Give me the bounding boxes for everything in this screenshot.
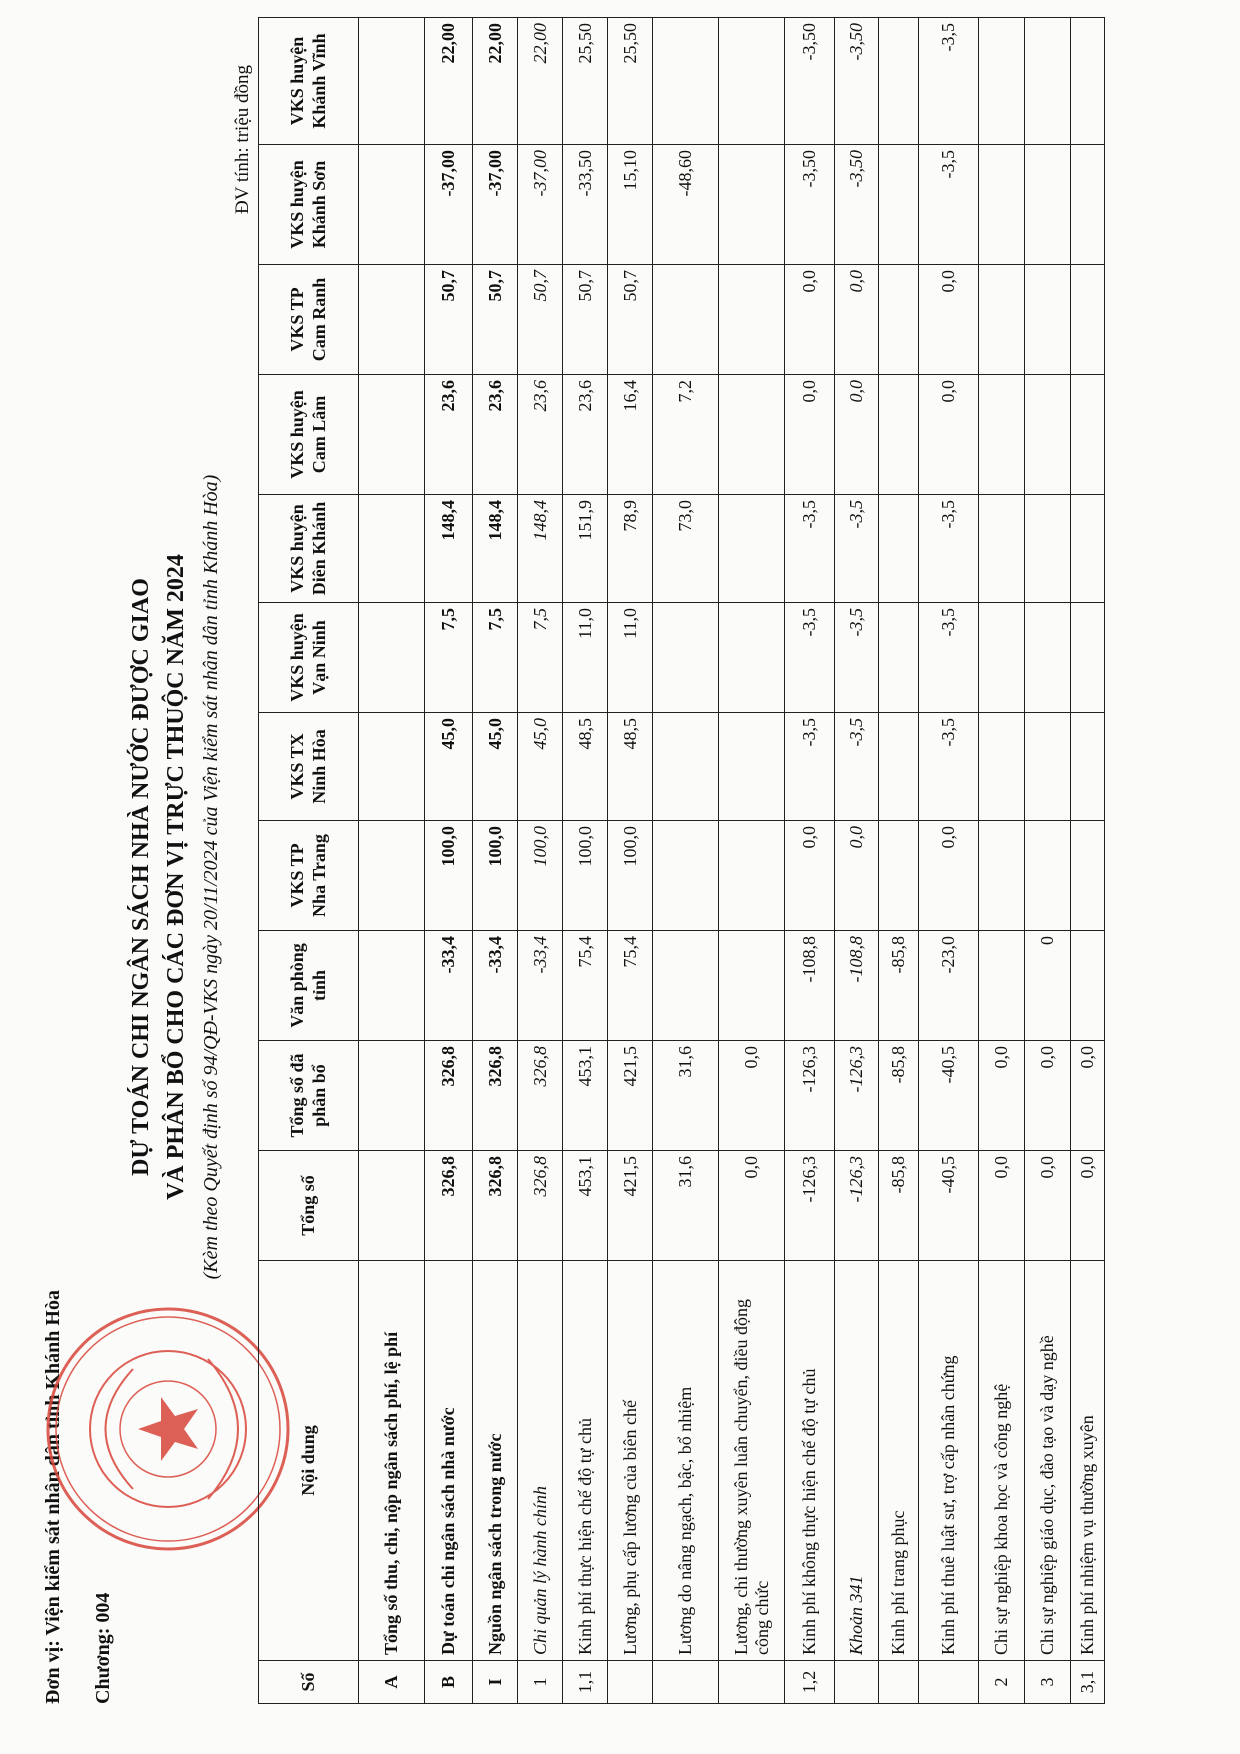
table-cell bbox=[879, 495, 919, 603]
table-cell: 0,0 bbox=[785, 821, 835, 931]
table-cell: -108,8 bbox=[835, 931, 879, 1041]
column-header: VKS TP Nha Trang bbox=[259, 821, 359, 931]
table-cell: 7,5 bbox=[473, 603, 518, 713]
table-cell: 421,5 bbox=[608, 1041, 653, 1151]
row-number: B bbox=[425, 1661, 473, 1704]
table-row bbox=[518, 18, 563, 1704]
column-header: VKS huyện Diên Khánh bbox=[259, 495, 359, 603]
table-cell: 148,4 bbox=[425, 495, 473, 603]
row-number: 1,1 bbox=[563, 1661, 608, 1704]
table-cell: 0,0 bbox=[979, 1041, 1025, 1151]
table-cell: 25,50 bbox=[563, 18, 608, 145]
table-row bbox=[919, 18, 979, 1704]
table-cell bbox=[1071, 931, 1105, 1041]
table-row bbox=[1071, 18, 1105, 1704]
table-cell bbox=[653, 821, 719, 931]
column-header: VKS huyện Khánh Sơn bbox=[259, 145, 359, 265]
table-cell: 50,7 bbox=[425, 265, 473, 375]
table-cell: 31,6 bbox=[653, 1041, 719, 1151]
table-cell: 78,9 bbox=[608, 495, 653, 603]
table-cell: -3,5 bbox=[785, 495, 835, 603]
table-cell bbox=[1025, 713, 1071, 821]
table-cell: -3,50 bbox=[835, 18, 879, 145]
row-label: Kinh phí thuê luật sư, trợ cấp nhân chứng bbox=[919, 1261, 979, 1661]
table-cell: 7,2 bbox=[653, 375, 719, 495]
table-cell: 100,0 bbox=[425, 821, 473, 931]
table-cell: 326,8 bbox=[473, 1151, 518, 1261]
table-cell: -23,0 bbox=[919, 931, 979, 1041]
table-cell: 151,9 bbox=[563, 495, 608, 603]
table-cell bbox=[1071, 265, 1105, 375]
row-label: Chi sự nghiệp khoa học và công nghệ bbox=[979, 1261, 1025, 1661]
table-cell bbox=[879, 265, 919, 375]
table-body bbox=[359, 18, 1105, 1704]
row-number: 3 bbox=[1025, 1661, 1071, 1704]
table-cell: 11,0 bbox=[608, 603, 653, 713]
table-cell bbox=[719, 821, 785, 931]
table-row bbox=[653, 18, 719, 1704]
table-cell: -3,50 bbox=[785, 145, 835, 265]
table-cell: 0 bbox=[1025, 931, 1071, 1041]
row-number: A bbox=[359, 1661, 425, 1704]
column-header: VKS TX Ninh Hòa bbox=[259, 713, 359, 821]
table-cell bbox=[719, 931, 785, 1041]
table-row bbox=[979, 18, 1025, 1704]
table-cell: -3,50 bbox=[835, 145, 879, 265]
row-label: Chi quản lý hành chính bbox=[518, 1261, 563, 1661]
table-cell: -33,4 bbox=[518, 931, 563, 1041]
chapter-header: Chương: 004 bbox=[92, 1592, 114, 1704]
table-cell: -40,5 bbox=[919, 1041, 979, 1151]
table-cell bbox=[1071, 145, 1105, 265]
row-label: Lương, phụ cấp lương của biên chế bbox=[608, 1261, 653, 1661]
table-cell: 48,5 bbox=[608, 713, 653, 821]
table-cell bbox=[359, 265, 425, 375]
table-cell: -108,8 bbox=[785, 931, 835, 1041]
table-cell: 326,8 bbox=[518, 1151, 563, 1261]
table-cell bbox=[979, 375, 1025, 495]
unit-header: Đơn vị: Viện kiểm sát nhân dân tỉnh Khánh Hòa bbox=[42, 1290, 64, 1704]
table-row bbox=[719, 18, 785, 1704]
table-cell bbox=[979, 495, 1025, 603]
table-cell: 0,0 bbox=[919, 265, 979, 375]
row-number bbox=[919, 1661, 979, 1704]
row-label: Kinh phí thực hiện chế độ tự chủ bbox=[563, 1261, 608, 1661]
table-cell bbox=[719, 265, 785, 375]
document-title-line2: VÀ PHÂN BỔ CHO CÁC ĐƠN VỊ TRỰC THUỘC NĂM 2024 bbox=[163, 554, 189, 1200]
table-cell bbox=[1071, 603, 1105, 713]
table-cell: 326,8 bbox=[518, 1041, 563, 1151]
table-cell: -3,5 bbox=[919, 145, 979, 265]
table-cell bbox=[653, 603, 719, 713]
table-cell: -85,8 bbox=[879, 931, 919, 1041]
table-cell: -126,3 bbox=[785, 1151, 835, 1261]
table-cell bbox=[979, 821, 1025, 931]
table-cell bbox=[979, 713, 1025, 821]
table-cell bbox=[1025, 495, 1071, 603]
table-cell: 45,0 bbox=[425, 713, 473, 821]
column-header: VKS huyện Cam Lâm bbox=[259, 375, 359, 495]
table-cell: 15,10 bbox=[608, 145, 653, 265]
table-cell: 7,5 bbox=[518, 603, 563, 713]
table-cell: 0,0 bbox=[719, 1151, 785, 1261]
table-cell bbox=[359, 931, 425, 1041]
table-cell bbox=[1025, 375, 1071, 495]
table-cell: -37,00 bbox=[425, 145, 473, 265]
table-row bbox=[473, 18, 518, 1704]
table-cell: 22,00 bbox=[425, 18, 473, 145]
table-cell: -3,5 bbox=[835, 603, 879, 713]
table-cell bbox=[1071, 375, 1105, 495]
row-label: Nguồn ngân sách trong nước bbox=[473, 1261, 518, 1661]
table-cell: 0,0 bbox=[1071, 1041, 1105, 1151]
table-cell: 0,0 bbox=[1025, 1041, 1071, 1151]
table-cell: 23,6 bbox=[473, 375, 518, 495]
table-cell bbox=[1071, 713, 1105, 821]
table-cell: -48,60 bbox=[653, 145, 719, 265]
column-header: Nội dung bbox=[259, 1261, 359, 1661]
row-label: Tổng số thu, chi, nộp ngân sách phí, lệ phí bbox=[359, 1261, 425, 1661]
table-row bbox=[835, 18, 879, 1704]
table-cell: 100,0 bbox=[473, 821, 518, 931]
table-cell: 148,4 bbox=[518, 495, 563, 603]
table-cell: -3,5 bbox=[919, 713, 979, 821]
table-cell: -40,5 bbox=[919, 1151, 979, 1261]
table-cell bbox=[653, 713, 719, 821]
table-cell bbox=[653, 265, 719, 375]
table-cell: 326,8 bbox=[425, 1041, 473, 1151]
unit-note: ĐV tính: triệu đồng bbox=[232, 64, 253, 214]
table-row bbox=[879, 18, 919, 1704]
column-header: VKS huyện Vạn Ninh bbox=[259, 603, 359, 713]
table-cell: 100,0 bbox=[563, 821, 608, 931]
table-cell bbox=[719, 145, 785, 265]
table-cell bbox=[1071, 495, 1105, 603]
row-label: Kinh phí trang phục bbox=[879, 1261, 919, 1661]
table-cell: -3,5 bbox=[785, 603, 835, 713]
table-cell bbox=[719, 603, 785, 713]
table-cell bbox=[359, 821, 425, 931]
table-cell bbox=[1071, 18, 1105, 145]
table-cell: 75,4 bbox=[563, 931, 608, 1041]
table-row bbox=[608, 18, 653, 1704]
table-cell: 7,5 bbox=[425, 603, 473, 713]
table-cell bbox=[359, 603, 425, 713]
column-header: Tổng số đã phân bổ bbox=[259, 1041, 359, 1151]
table-cell: 23,6 bbox=[563, 375, 608, 495]
table-cell: 326,8 bbox=[473, 1041, 518, 1151]
table-cell: -33,4 bbox=[473, 931, 518, 1041]
table-cell bbox=[359, 375, 425, 495]
table-cell: 421,5 bbox=[608, 1151, 653, 1261]
table-cell: 453,1 bbox=[563, 1041, 608, 1151]
table-cell bbox=[359, 713, 425, 821]
table-cell: 0,0 bbox=[1025, 1151, 1071, 1261]
table-row bbox=[785, 18, 835, 1704]
table-cell: -33,4 bbox=[425, 931, 473, 1041]
document-title-line1: DỰ TOÁN CHI NGÂN SÁCH NHÀ NƯỚC ĐƯỢC GIAO bbox=[128, 578, 154, 1176]
table-cell: 0,0 bbox=[835, 821, 879, 931]
row-label: Lương, chi thường xuyên luân chuyển, điều động công chức bbox=[719, 1261, 785, 1661]
table-cell bbox=[1025, 603, 1071, 713]
table-cell bbox=[1025, 821, 1071, 931]
table-cell: 50,7 bbox=[518, 265, 563, 375]
table-cell: 25,50 bbox=[608, 18, 653, 145]
table-cell: 0,0 bbox=[785, 265, 835, 375]
table-cell: 45,0 bbox=[473, 713, 518, 821]
table-cell: 31,6 bbox=[653, 1151, 719, 1261]
table-cell bbox=[719, 713, 785, 821]
table-cell: -33,50 bbox=[563, 145, 608, 265]
row-number bbox=[879, 1661, 919, 1704]
table-cell: 23,6 bbox=[425, 375, 473, 495]
table-cell: 50,7 bbox=[563, 265, 608, 375]
row-number: 1,2 bbox=[785, 1661, 835, 1704]
table-cell: 22,00 bbox=[473, 18, 518, 145]
table-cell: 0,0 bbox=[835, 265, 879, 375]
table-cell: -85,8 bbox=[879, 1151, 919, 1261]
table-cell bbox=[719, 375, 785, 495]
table-row bbox=[425, 18, 473, 1704]
table-cell: 453,1 bbox=[563, 1151, 608, 1261]
table-cell: -126,3 bbox=[785, 1041, 835, 1151]
table-cell: -85,8 bbox=[879, 1041, 919, 1151]
row-label: Kinh phí nhiệm vụ thường xuyên bbox=[1071, 1261, 1105, 1661]
table-cell bbox=[653, 931, 719, 1041]
budget-table bbox=[258, 17, 1105, 1704]
table-cell bbox=[979, 603, 1025, 713]
table-cell: 50,7 bbox=[608, 265, 653, 375]
table-cell bbox=[879, 18, 919, 145]
table-cell bbox=[359, 1041, 425, 1151]
table-row bbox=[359, 18, 425, 1704]
row-number bbox=[608, 1661, 653, 1704]
row-number: 3,1 bbox=[1071, 1661, 1105, 1704]
table-header-row bbox=[259, 18, 359, 1704]
table-cell: 75,4 bbox=[608, 931, 653, 1041]
table-cell: -37,00 bbox=[518, 145, 563, 265]
table-row bbox=[1025, 18, 1071, 1704]
table-cell bbox=[719, 495, 785, 603]
table-cell: 100,0 bbox=[518, 821, 563, 931]
table-cell: -126,3 bbox=[835, 1041, 879, 1151]
table-cell: 100,0 bbox=[608, 821, 653, 931]
table-cell: 0,0 bbox=[979, 1151, 1025, 1261]
table-cell bbox=[879, 821, 919, 931]
column-header: Số bbox=[259, 1661, 359, 1704]
document-subtitle: (Kèm theo Quyết định số 94/QĐ-VKS ngày 20/11/2024 của Viện kiểm sát nhân dân tỉnh Khánh Hòa) bbox=[200, 474, 222, 1280]
row-number bbox=[835, 1661, 879, 1704]
table-cell bbox=[653, 18, 719, 145]
table-cell bbox=[879, 145, 919, 265]
table-cell: 0,0 bbox=[719, 1041, 785, 1151]
table-cell: -3,5 bbox=[919, 603, 979, 713]
row-number bbox=[653, 1661, 719, 1704]
table-cell bbox=[359, 145, 425, 265]
table-cell: 148,4 bbox=[473, 495, 518, 603]
table-cell bbox=[359, 1151, 425, 1261]
table-cell bbox=[1025, 145, 1071, 265]
column-header: VKS huyện Khánh Vĩnh bbox=[259, 18, 359, 145]
table-cell: -3,5 bbox=[835, 713, 879, 821]
table-cell bbox=[1025, 265, 1071, 375]
column-header: Tổng số bbox=[259, 1151, 359, 1261]
table-cell: 23,6 bbox=[518, 375, 563, 495]
table-cell: 22,00 bbox=[518, 18, 563, 145]
row-label: Lương do nâng ngạch, bậc, bổ nhiệm bbox=[653, 1261, 719, 1661]
table-cell: 50,7 bbox=[473, 265, 518, 375]
table-cell bbox=[359, 495, 425, 603]
table-cell: 0,0 bbox=[919, 375, 979, 495]
column-header: VKS TP Cam Ranh bbox=[259, 265, 359, 375]
table-cell: -3,5 bbox=[785, 713, 835, 821]
table-cell bbox=[879, 375, 919, 495]
row-number bbox=[719, 1661, 785, 1704]
row-number: 1 bbox=[518, 1661, 563, 1704]
row-number: I bbox=[473, 1661, 518, 1704]
table-cell bbox=[879, 603, 919, 713]
row-label: Kinh phí không thực hiện chế độ tự chủ bbox=[785, 1261, 835, 1661]
row-label: Khoản 341 bbox=[835, 1261, 879, 1661]
table-cell: -3,50 bbox=[785, 18, 835, 145]
table-cell: 73,0 bbox=[653, 495, 719, 603]
table-cell: 45,0 bbox=[518, 713, 563, 821]
table-cell: 48,5 bbox=[563, 713, 608, 821]
table-cell: -126,3 bbox=[835, 1151, 879, 1261]
table-cell bbox=[979, 931, 1025, 1041]
table-cell bbox=[359, 18, 425, 145]
row-label: Dự toán chi ngân sách nhà nước bbox=[425, 1261, 473, 1661]
table-cell: 326,8 bbox=[425, 1151, 473, 1261]
table-cell bbox=[1025, 18, 1071, 145]
table-cell: -3,5 bbox=[919, 495, 979, 603]
table-cell bbox=[879, 713, 919, 821]
table-cell: 0,0 bbox=[919, 821, 979, 931]
row-label: Chi sự nghiệp giáo dục, đào tạo và dạy nghề bbox=[1025, 1261, 1071, 1661]
column-header: Văn phòng tỉnh bbox=[259, 931, 359, 1041]
table-cell: -3,5 bbox=[835, 495, 879, 603]
table-cell: 11,0 bbox=[563, 603, 608, 713]
table-cell: 0,0 bbox=[835, 375, 879, 495]
table-cell bbox=[979, 18, 1025, 145]
table-row bbox=[563, 18, 608, 1704]
table-cell: 16,4 bbox=[608, 375, 653, 495]
table-cell bbox=[719, 18, 785, 145]
row-number: 2 bbox=[979, 1661, 1025, 1704]
table-cell bbox=[1071, 821, 1105, 931]
table-cell bbox=[979, 265, 1025, 375]
table-cell bbox=[979, 145, 1025, 265]
table-cell: 0,0 bbox=[1071, 1151, 1105, 1261]
table-cell: -37,00 bbox=[473, 145, 518, 265]
table-cell: 0,0 bbox=[785, 375, 835, 495]
table-cell: -3,5 bbox=[919, 18, 979, 145]
